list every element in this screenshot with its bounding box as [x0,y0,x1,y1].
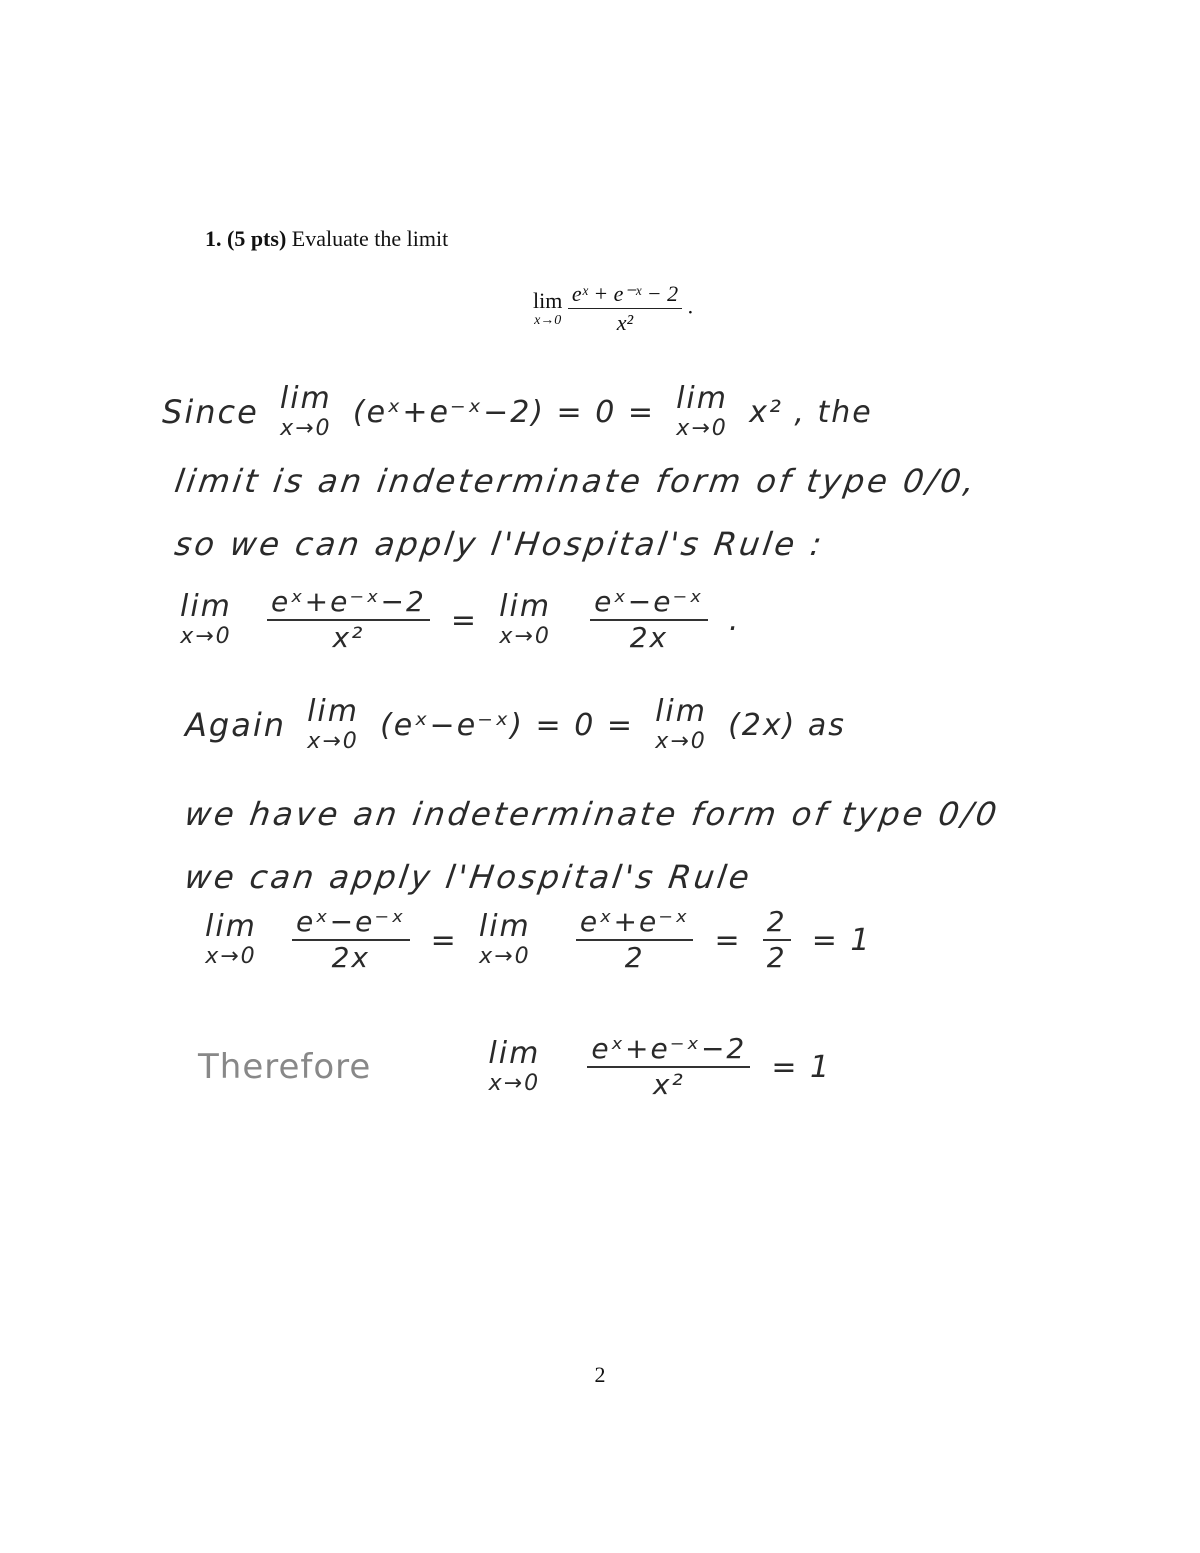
solution-eq-2 [205,905,885,975]
line4-lim2-sub: x→0 [655,729,707,754]
line1-lim-word: lim [279,381,332,416]
eq2-equals-2: = [714,922,742,958]
solution-line-2: limit is an indeterminate form of type 0/0, [172,462,980,500]
eq1-lim-left-word: lim [180,589,232,624]
eq2-num-left: eˣ−e⁻ˣ [296,905,406,938]
eq2-lim-left [205,910,257,970]
solution-line-5: we have an indeterminate form of type 0/0 [182,795,1002,833]
eq2-lim-left-sub: x→0 [205,944,257,969]
eq1-num-right: eˣ−e⁻ˣ [594,585,704,618]
line4-expr2: (2x) as [728,707,846,743]
problem-number: 1. [205,226,222,251]
eq1-den-right: 2x [629,621,669,654]
eq2-lim-left-word: lim [205,909,257,944]
eq3-lim [488,1037,540,1097]
eq3-num: eˣ+e⁻ˣ−2 [591,1032,747,1065]
eq1-den-left: x² [332,621,365,654]
eq3-lim-sub: x→0 [488,1071,541,1096]
eq1-lim-left-sub: x→0 [180,624,232,649]
line1-lim2 [676,382,728,442]
eq1-lim-right-word: lim [499,589,552,624]
printed-limit-expression [533,280,693,337]
printed-lim [533,289,562,329]
eq2-den-final: 2 [766,941,787,974]
problem-statement [205,226,448,252]
eq1-lim-left [180,590,232,650]
eq3-den: x² [652,1068,685,1101]
eq1-equals: = [450,602,479,638]
line4-lim-word: lim [307,694,359,729]
printed-denominator: x² [616,310,634,335]
therefore-word: Therefore [198,1047,372,1087]
again-word: Again [185,706,286,744]
solution-line-1 [162,382,887,442]
eq1-lim-right-sub: x→0 [499,624,551,649]
eq3-result: = 1 [771,1049,832,1085]
eq2-num-final: 2 [766,905,787,938]
eq1-period: . [728,602,741,638]
printed-period: . [687,293,694,319]
eq3-fraction [587,1032,750,1102]
eq2-fraction-left [292,905,410,975]
eq2-equals: = [430,922,458,958]
eq2-den-right: 2 [624,941,645,974]
line1-lim2-word: lim [676,381,728,416]
eq2-fraction-right [576,905,694,975]
solution-line-4 [185,695,860,755]
eq3-lim-word: lim [488,1036,541,1071]
page-number: 2 [594,1362,606,1387]
solution-line-6: we can apply l'Hospital's Rule [182,858,755,896]
since-word: Since [162,393,259,431]
eq2-den-left: 2x [331,941,370,974]
line4-lim2-word: lim [655,694,707,729]
line4-lim-sub: x→0 [307,729,359,754]
printed-fraction [568,280,682,337]
line1-lim [280,382,332,442]
line4-expr: (eˣ−e⁻ˣ) = 0 = [380,707,634,743]
eq2-lim-right-word: lim [478,909,531,944]
line4-lim2 [655,695,707,755]
printed-lim-sub: x→0 [534,312,562,328]
problem-prompt: Evaluate the limit [291,226,449,251]
eq2-fraction-final [763,905,791,975]
eq1-lim-right [499,590,551,650]
eq2-num-right: eˣ+e⁻ˣ [579,905,690,938]
line4-lim [307,695,359,755]
solution-eq-1 [180,585,754,655]
eq2-result: = 1 [811,922,872,958]
solution-conclusion [198,1032,845,1102]
problem-points: (5 pts) [227,226,287,251]
line1-lim-sub: x→0 [280,416,332,441]
eq1-num-left: eˣ+e⁻ˣ−2 [271,585,426,618]
line1-expr2: x² , the [749,394,873,430]
eq2-lim-right [479,910,531,970]
solution-line-3: so we can apply l'Hospital's Rule : [172,525,827,563]
line1-lim2-sub: x→0 [676,416,728,441]
line1-expr: (eˣ+e⁻ˣ−2) = 0 = [352,394,655,430]
eq2-lim-right-sub: x→0 [479,944,531,969]
printed-numerator: eˣ + e⁻ˣ − 2 [571,281,679,306]
eq1-fraction-right [590,585,708,655]
printed-lim-word: lim [533,287,563,313]
eq1-fraction-left [267,585,430,655]
